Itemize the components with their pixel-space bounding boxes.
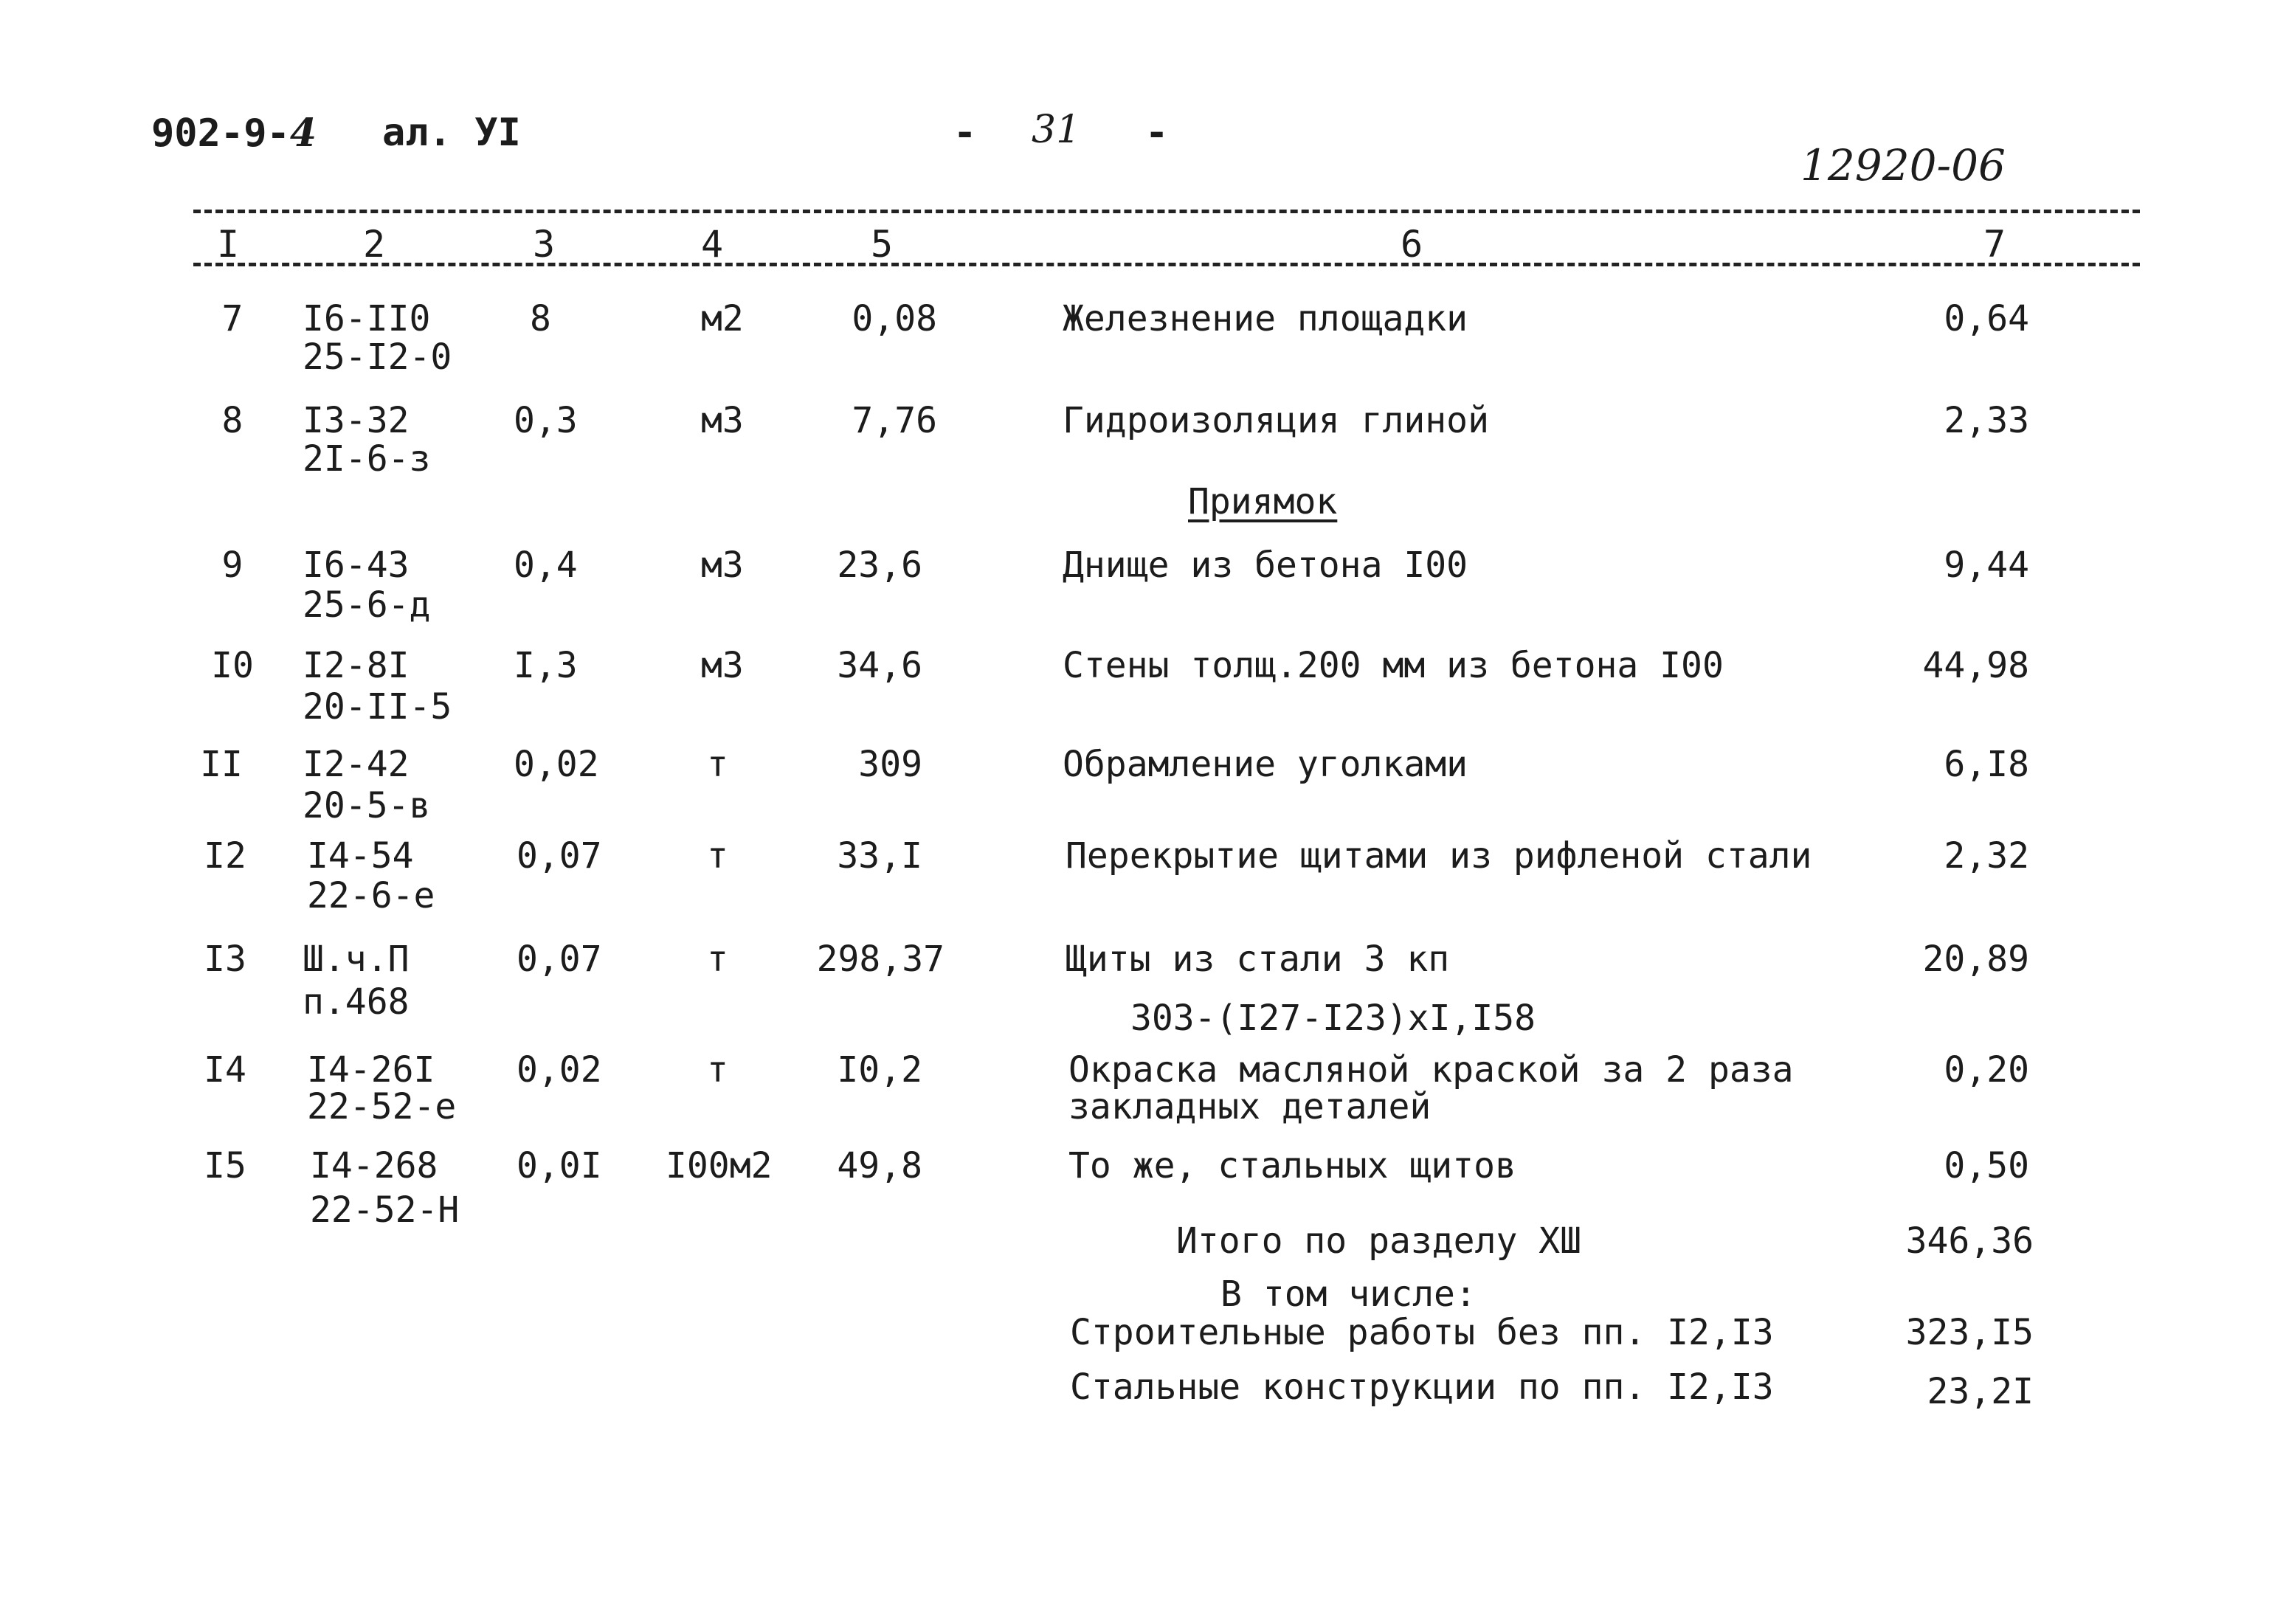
work-description: То же, стальных щитов bbox=[1068, 1145, 1516, 1186]
including-label: В том числе: bbox=[1220, 1274, 1477, 1315]
unit: м2 bbox=[701, 298, 744, 339]
total-cost: 0,64 bbox=[1944, 298, 2029, 339]
norm-code: I4-54 bbox=[307, 835, 414, 877]
work-description: Перекрытие щитами из рифленой стали bbox=[1066, 835, 1812, 877]
unit-price: 309 bbox=[858, 744, 922, 785]
construction-works-value: 323,I5 bbox=[1905, 1312, 2034, 1353]
work-description: Обрамление уголками bbox=[1063, 744, 1468, 785]
total-cost: 44,98 bbox=[1922, 645, 2029, 686]
quantity: 0,07 bbox=[517, 835, 602, 877]
price-code: 22-52-е bbox=[307, 1086, 457, 1127]
price-code: 25-6-д bbox=[303, 584, 431, 626]
norm-code: I4-26I bbox=[307, 1049, 435, 1091]
quantity: 0,3 bbox=[514, 400, 578, 441]
series-code bbox=[151, 111, 317, 156]
column-header-5: 5 bbox=[871, 223, 894, 266]
column-header-1: I bbox=[217, 223, 240, 266]
total-cost: 2,33 bbox=[1944, 400, 2029, 441]
unit-price: 34,6 bbox=[837, 645, 922, 686]
work-description: Стены толщ.200 мм из бетона I00 bbox=[1063, 645, 1724, 686]
total-cost: 0,20 bbox=[1944, 1049, 2029, 1091]
section-total-label: Итого по разделу XШ bbox=[1176, 1220, 1582, 1262]
page-number: 31 bbox=[1032, 108, 1081, 152]
row-number: I3 bbox=[204, 939, 246, 980]
unit: I00м2 bbox=[666, 1145, 773, 1186]
price-code: 25-I2-0 bbox=[303, 336, 452, 378]
construction-works-label: Строительные работы без пп. I2,I3 bbox=[1070, 1312, 1774, 1353]
work-description: Гидроизоляция глиной bbox=[1063, 400, 1489, 441]
steel-structures-label: Стальные конструкции по пп. I2,I3 bbox=[1070, 1366, 1774, 1408]
document-code: 12920-06 bbox=[1800, 140, 2006, 190]
price-formula: 303-(I27-I23)xI,I58 bbox=[1130, 998, 1536, 1039]
unit: м3 bbox=[701, 645, 744, 686]
norm-code: I6-43 bbox=[303, 545, 410, 586]
norm-code: I2-8I bbox=[303, 645, 410, 686]
unit-price: 7,76 bbox=[852, 400, 937, 441]
quantity: 0,4 bbox=[514, 545, 578, 586]
page-dash-left: - bbox=[953, 111, 977, 155]
table-top-rule bbox=[193, 210, 2140, 213]
section-total-value: 346,36 bbox=[1905, 1220, 2034, 1262]
unit: т bbox=[707, 1049, 728, 1091]
price-code: 22-6-е bbox=[307, 875, 435, 916]
total-cost: 20,89 bbox=[1922, 939, 2029, 980]
work-description-continued: закладных деталей bbox=[1068, 1086, 1432, 1127]
table-header-rule bbox=[193, 263, 2140, 266]
norm-code: I4-268 bbox=[310, 1145, 438, 1186]
norm-code: Ш.ч.П bbox=[303, 939, 410, 980]
series-prefix: 902-9- bbox=[151, 111, 290, 156]
unit: м3 bbox=[701, 545, 744, 586]
column-header-6: 6 bbox=[1401, 223, 1423, 266]
unit: м3 bbox=[701, 400, 744, 441]
unit: т bbox=[707, 835, 728, 877]
quantity: 0,0I bbox=[517, 1145, 602, 1186]
quantity: 0,07 bbox=[517, 939, 602, 980]
total-cost: 2,32 bbox=[1944, 835, 2029, 877]
album-label: ал. УI bbox=[382, 111, 521, 155]
steel-structures-value: 23,2I bbox=[1927, 1371, 2034, 1412]
row-number: 7 bbox=[221, 298, 244, 339]
unit-price: 298,37 bbox=[816, 939, 945, 980]
total-cost: 9,44 bbox=[1944, 545, 2029, 586]
price-code: п.468 bbox=[303, 981, 410, 1023]
price-code: 20-5-в bbox=[303, 785, 431, 826]
work-description: Днище из бетона I00 bbox=[1063, 545, 1468, 586]
unit-price: 33,I bbox=[837, 835, 922, 877]
norm-code: I2-42 bbox=[303, 744, 410, 785]
column-header-4: 4 bbox=[701, 223, 724, 266]
unit: т bbox=[707, 939, 728, 980]
quantity: 8 bbox=[530, 298, 551, 339]
price-code: 2I-6-з bbox=[303, 438, 431, 480]
work-description: Железнение площадки bbox=[1063, 298, 1468, 339]
unit-price: 23,6 bbox=[837, 545, 922, 586]
column-header-2: 2 bbox=[363, 223, 386, 266]
quantity: I,3 bbox=[514, 645, 578, 686]
unit-price: 0,08 bbox=[852, 298, 937, 339]
total-cost: 6,I8 bbox=[1944, 744, 2029, 785]
norm-code: I6-II0 bbox=[303, 298, 431, 339]
page-dash-right: - bbox=[1145, 111, 1169, 155]
row-number: 9 bbox=[221, 545, 244, 586]
column-header-7: 7 bbox=[1983, 223, 2006, 266]
row-number: I0 bbox=[211, 645, 254, 686]
unit-price: 49,8 bbox=[837, 1145, 922, 1186]
price-code: 22-52-Н bbox=[310, 1189, 460, 1231]
unit: т bbox=[707, 744, 728, 785]
total-cost: 0,50 bbox=[1944, 1145, 2029, 1186]
work-description: Окраска масляной краской за 2 раза bbox=[1068, 1049, 1794, 1091]
work-description: Щиты из стали 3 кп bbox=[1066, 939, 1450, 980]
row-number: I4 bbox=[204, 1049, 246, 1091]
row-number: I2 bbox=[204, 835, 246, 877]
series-handwritten-digit: 4 bbox=[289, 111, 317, 156]
quantity: 0,02 bbox=[517, 1049, 602, 1091]
row-number: II bbox=[200, 744, 243, 785]
row-number: 8 bbox=[221, 400, 244, 441]
unit-price: I0,2 bbox=[837, 1049, 922, 1091]
column-header-3: 3 bbox=[533, 223, 556, 266]
norm-code: I3-32 bbox=[303, 400, 410, 441]
section-subheading: Приямок bbox=[1188, 481, 1338, 522]
quantity: 0,02 bbox=[514, 744, 599, 785]
row-number: I5 bbox=[204, 1145, 246, 1186]
price-code: 20-II-5 bbox=[303, 686, 452, 728]
